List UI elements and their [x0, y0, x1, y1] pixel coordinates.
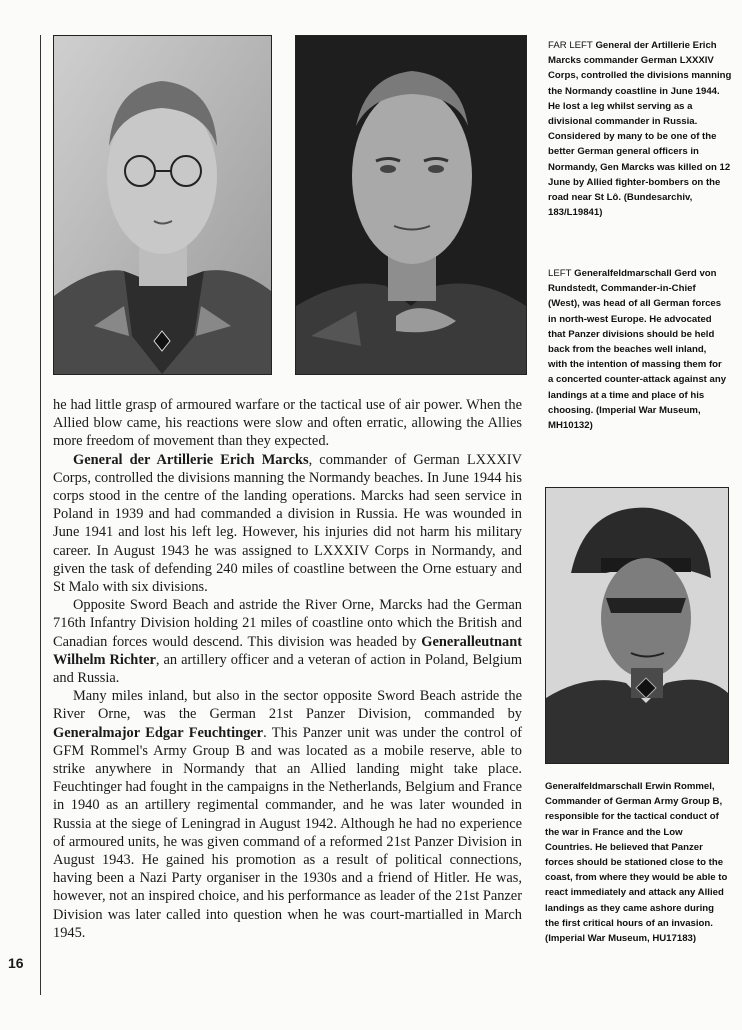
photo-gerd-von-rundstedt	[295, 35, 527, 375]
paragraph: he had little grasp of armoured warfare or the tactical use of air power. When the Allied blow came, his reactions were slow and often erratic, allowing the Allies more freedom of movement than they expected.	[53, 397, 522, 450]
caption-rommel	[545, 779, 730, 946]
paragraph: Many miles inland, but also in the sector opposite Sword Beach astride the River Orne, was the German 21st Panzer Division, commanded by Generalmajor Edgar Feuchtinger. This Panzer unit was under the control of GFM Rommel's Army Group B and was located as a mobile reserve, able to strike anywhere in Normandy that an Allied landing might take place. Feuchtinger had fought in the campaigns in the Netherlands, Belgium and France in 1940 as an artillery regimental commander, and he was later wounded in Russia at the siege of Leningrad in August 1942. Although he had no experience of armoured units, he was given command of a reformed 21st Panzer Division in August 1943. He gained his promotion as a result of political connections, having been a Nazi Party organiser in the 1930s and a friend of Hitler. He was, however, not an inspired choice, and his performance as leader of the 21st Panzer Division was later called into question when he was court-martialled in March 1945.	[53, 688, 523, 941]
article-body	[53, 396, 522, 942]
caption-text: General der Artillerie Erich Marcks commander German LXXXIV Corps, controlled the divisions manning the Normandy coastline in June 1944. He lost a leg whilst serving as a divisional commander in Russia. Considered by many to be one of the better German general officers in Normandy, Gen Marcks was killed on 12 June by Allied fighter-bombers on the road near St Lô. (Bundesarchiv, 183/L19841)	[548, 40, 732, 219]
person-name: Generalmajor Edgar Feuchtinger	[53, 724, 264, 741]
caption-rundstedt	[548, 266, 728, 433]
paragraph: General der Artillerie Erich Marcks, commander of German LXXXIV Corps, controlled the divisions manning the Normandy beaches. In June 1944 his corps stood in the centre of the landing operations. Marcks had seen service in Poland in 1939 and had commanded a division in Russia. He was wounded in June 1941 and lost his left leg. However, his injuries did not harm his military career. In August 1943 he was assigned to LXXXIV Corps in Normandy, and given the task of defending 240 miles of coastline between the Orne estuary and St Malo with six divisions.	[53, 451, 522, 596]
caption-text: Generalfeldmarschall Erwin Rommel, Commander of German Army Group B, responsible for the tactical conduct of the war in France and the Low Countries. He believed that Panzer forces should be stationed close to the coast, from where they would be able to react immediately and attack any Allied landings as they came ashore during the first critical hours of an invasion. (Imperial War Museum, HU17183)	[545, 781, 728, 945]
person-name: General der Artillerie Erich Marcks	[73, 451, 309, 468]
caption-marcks	[548, 38, 733, 220]
margin-rule	[40, 35, 41, 995]
photo-erwin-rommel	[545, 487, 729, 764]
page-number: 16	[8, 955, 24, 971]
caption-tag: LEFT	[548, 268, 572, 279]
photo-erich-marcks	[53, 35, 272, 375]
caption-tag: FAR LEFT	[548, 40, 593, 51]
paragraph: Opposite Sword Beach and astride the River Orne, Marcks had the German 716th Infantry Division holding 21 miles of coastline onto which the British and Canadian forces would descend. This division was headed by Generalleutnant Wilhelm Richter, an artillery officer and a veteran of action in Poland, Belgium and Russia.	[53, 597, 523, 687]
caption-text: Generalfeldmarschall Gerd von Rundstedt, Commander-in-Chief (West), was head of all German forces in north-west Europe. He advocated that Panzer divisions should be held back from the beaches well inland, with the intention of massing them for a concerted counter-attack against any landings at a time and place of his choosing. (Imperial War Museum, MH10132)	[548, 268, 727, 432]
person-name: Generalleutnant Wilhelm Richter	[53, 633, 522, 668]
